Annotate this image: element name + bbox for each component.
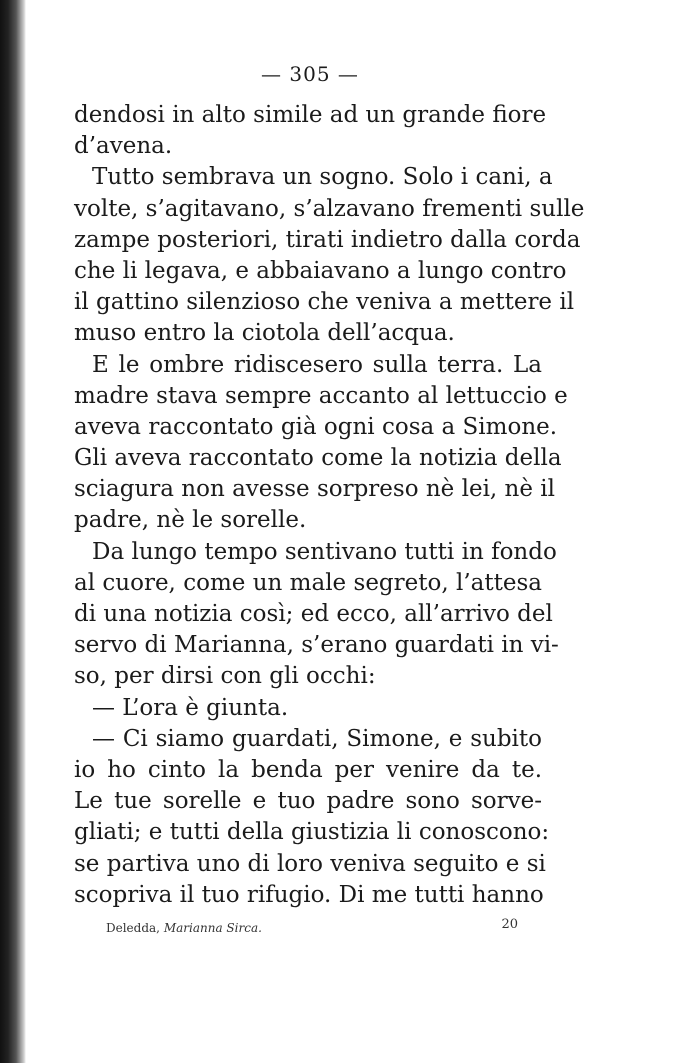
text-line: io ho cinto la benda per venire da te. [74, 756, 542, 783]
text-line: Le tue sorelle e tuo padre sono sorve- [74, 788, 542, 815]
running-head: — 305 — [261, 62, 359, 86]
text-line: dendosi in alto simile ad un grande fiore [74, 102, 547, 128]
text-line: di una notizia così; ed ecco, all’arrivo del [74, 601, 553, 627]
text-line: aveva raccontato già ogni cosa a Simone. [74, 413, 558, 440]
text-line: so, per dirsi con gli occhi: [74, 663, 376, 690]
text-line: Tutto sembrava un sogno. Solo i cani, a [92, 164, 553, 191]
text-line: il gattino silenzioso che veniva a mettere il [74, 289, 575, 316]
text-line: E le ombre ridiscesero sulla terra. La [92, 351, 542, 378]
text-line: gliati; e tutti della giustizia li conoscono: [74, 819, 550, 846]
text-line: scopriva il tuo rifugio. Di me tutti hanno [74, 881, 544, 908]
signature-mark: 20 [501, 917, 518, 932]
text-line: — L’ora è giunta. [92, 694, 289, 721]
text-line: — Ci siamo guardati, Simone, e subito [92, 725, 542, 752]
text-line: Gli aveva raccontato come la notizia della [74, 445, 562, 472]
text-line: se partiva uno di loro veniva seguito e si [74, 850, 546, 877]
text-line: volte, s’agitavano, s’alzavano frementi sulle [74, 195, 585, 222]
body-text [74, 100, 585, 911]
footer-author: Deledda, [106, 921, 160, 935]
page-footer [106, 917, 526, 935]
text-line: madre stava sempre accanto al lettuccio e [74, 382, 568, 409]
book-spine-edge [0, 0, 26, 1063]
footer-title: Marianna Sirca. [163, 921, 262, 935]
text-line: Da lungo tempo sentivano tutti in fondo [92, 538, 557, 565]
text-line: servo di Marianna, s’erano guardati in vi- [74, 632, 559, 659]
text-line: d’avena. [74, 133, 173, 160]
text-line: muso entro la ciotola dell’acqua. [74, 320, 455, 347]
text-line: al cuore, come un male segreto, l’attesa [74, 569, 542, 596]
text-line: che li legava, e abbaiavano a lungo contro [74, 257, 567, 284]
text-line: padre, nè le sorelle. [74, 507, 307, 534]
text-line: zampe posteriori, tirati indietro dalla corda [74, 226, 581, 253]
text-line: sciagura non avesse sorpreso nè lei, nè il [74, 476, 556, 503]
